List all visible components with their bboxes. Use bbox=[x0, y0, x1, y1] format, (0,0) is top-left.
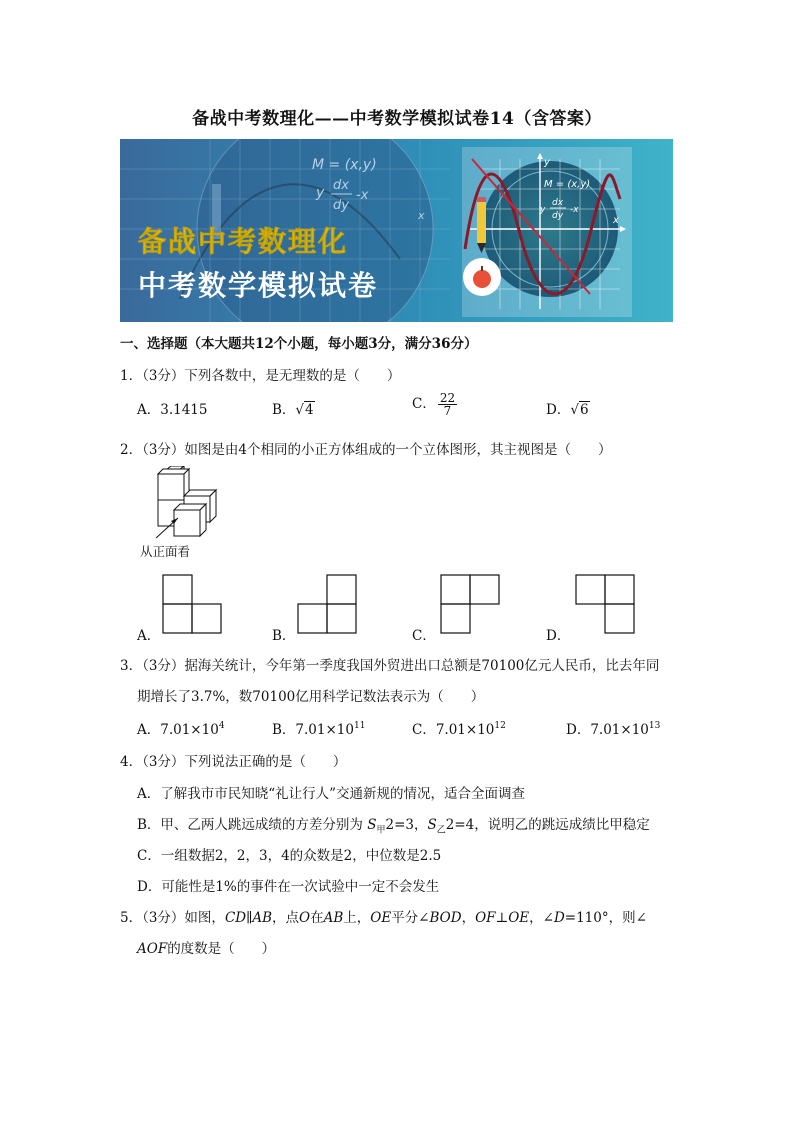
q5-text-g: ，∠ bbox=[529, 910, 554, 926]
q5-ray-oe: OE bbox=[370, 910, 392, 926]
q5-angle-aof: AOF bbox=[137, 941, 168, 957]
q5-stem-line1 bbox=[120, 906, 647, 926]
q3-option-c bbox=[412, 718, 506, 738]
banner-title-line1: 备战中考数理化 bbox=[138, 225, 349, 258]
q1-option-b-radicand: 4 bbox=[305, 402, 314, 418]
q5-stem-line2 bbox=[137, 937, 275, 957]
q1-option-c-numerator: 22 bbox=[439, 391, 456, 405]
q3-option-d-exponent: 13 bbox=[648, 721, 661, 731]
q5-of-perp-oe: OF⊥OE bbox=[475, 910, 530, 926]
q2-option-b-figure bbox=[297, 574, 357, 636]
q2-option-b-label: B． bbox=[272, 628, 296, 644]
q5-text-f: ， bbox=[461, 910, 476, 926]
q3-option-d-base: D．7.01×10 bbox=[566, 722, 649, 738]
q1-option-d bbox=[546, 398, 590, 418]
q4-variance-subscript-2: 乙 bbox=[436, 825, 446, 836]
q5-text-d: 上， bbox=[343, 910, 371, 926]
q1-stem: 1．（3分）下列各数中，是无理数的是（ ） bbox=[120, 368, 401, 384]
q2-option-d-figure bbox=[575, 574, 637, 636]
q1-option-b-label: B． bbox=[272, 402, 296, 418]
sqrt-symbol: √4 bbox=[295, 402, 314, 418]
q5-text-end: 的度数是（ ） bbox=[167, 941, 276, 957]
banner-formula-dx: dx bbox=[552, 198, 564, 208]
q5-point-o: O bbox=[299, 910, 311, 926]
sqrt-symbol: √6 bbox=[570, 402, 589, 418]
banner-formula-m: M = (x,y) bbox=[544, 179, 591, 190]
q2-option-c-label: C． bbox=[412, 628, 436, 644]
q3-option-b-base: B．7.01×10 bbox=[272, 722, 354, 738]
q1-option-d-label: D． bbox=[546, 402, 571, 418]
q5-text-c: 在 bbox=[310, 910, 324, 926]
q5-text-e: 平分∠ bbox=[391, 910, 430, 926]
banner-formula-y-left: y bbox=[316, 185, 325, 201]
fraction bbox=[438, 392, 457, 417]
q3-option-c-base: C．7.01×10 bbox=[412, 722, 495, 738]
banner-formula-dy-left: dy bbox=[333, 198, 349, 213]
q5-angle-bod: BOD bbox=[429, 910, 462, 926]
q4-option-b-prefix: B．甲、乙两人跳远成绩的方差分别为 bbox=[137, 817, 363, 833]
q5-cd-parallel-ab: CD∥AB bbox=[224, 910, 272, 926]
banner-graph-illustration bbox=[462, 147, 632, 317]
banner-formula-dy: dy bbox=[552, 211, 564, 221]
q2-option-d-label: D． bbox=[546, 628, 571, 644]
banner-formula-left: M = (x,y) bbox=[312, 157, 377, 173]
q3-stem-line2: 期增长了3.7%，数70100亿用科学记数法表示为（ ） bbox=[137, 689, 485, 705]
q1-option-c-label: C． bbox=[412, 396, 436, 412]
pencil-icon bbox=[477, 201, 486, 243]
banner-axis-y: y bbox=[544, 157, 550, 168]
q4-option-b-middle: 2=3， bbox=[385, 817, 428, 833]
q3-option-a bbox=[137, 718, 225, 738]
q2-option-c-figure bbox=[440, 574, 502, 636]
q3-option-c-exponent: 12 bbox=[494, 721, 506, 731]
q4-stem: 4．（3分）下列说法正确的是（ ） bbox=[120, 754, 347, 770]
q3-stem-line1: 3．（3分）据海关统计，今年第一季度我国外贸进出口总额是70100亿元人民币，比去年同 bbox=[120, 658, 660, 674]
q1-option-b bbox=[272, 398, 315, 418]
banner-formula-minusx: -x bbox=[570, 205, 579, 215]
q3-option-a-exponent: 4 bbox=[218, 721, 225, 731]
q2-stem: 2．（3分）如图是由4个相同的小正方体组成的一个立体图形，其主视图是（ ） bbox=[120, 442, 612, 458]
q2-cube-figure bbox=[136, 466, 236, 542]
q4-option-c: C．一组数据2，2，3，4的众数是2，中位数是2.5 bbox=[137, 848, 442, 864]
q3-option-b-exponent: 11 bbox=[353, 721, 366, 731]
banner-formula-y: y bbox=[540, 205, 546, 215]
q3-option-b bbox=[272, 718, 365, 738]
q3-option-a-base: A．7.01×10 bbox=[137, 722, 219, 738]
q4-variance-symbol-2: S bbox=[427, 817, 437, 833]
apple-icon bbox=[473, 270, 491, 288]
q1-option-a: A．3.1415 bbox=[137, 402, 208, 418]
banner-formula-dx-left: dx bbox=[333, 178, 349, 193]
banner-axis-x: x bbox=[613, 215, 619, 226]
q1-option-d-radicand: 6 bbox=[579, 402, 589, 418]
q1-option-c bbox=[412, 392, 457, 417]
q2-option-a-label: A． bbox=[137, 628, 161, 644]
q5-text-b: ，点 bbox=[272, 910, 299, 926]
q4-variance-symbol-1: S bbox=[367, 817, 377, 833]
q3-option-d bbox=[566, 718, 660, 738]
page-title: 备战中考数理化——中考数学模拟试卷14（含答案） bbox=[192, 109, 602, 129]
q5-line-ab: AB bbox=[323, 910, 344, 926]
banner-image bbox=[120, 139, 673, 322]
section-heading-choice: 一、选择题（本大题共12个小题，每小题3分，满分36分） bbox=[120, 336, 478, 352]
q4-option-d: D．可能性是1%的事件在一次试验中一定不会发生 bbox=[137, 879, 440, 895]
q2-view-label: 从正面看 bbox=[140, 544, 191, 559]
q5-text-a: 5．（3分）如图， bbox=[120, 910, 225, 926]
banner-title-line2: 中考数学模拟试卷 bbox=[138, 269, 379, 302]
q4-option-a: A．了解我市市民知晓“礼让行人”交通新规的情况，适合全面调查 bbox=[137, 786, 526, 802]
q4-variance-subscript-1: 甲 bbox=[376, 825, 386, 836]
q4-option-b bbox=[137, 813, 650, 836]
banner-formula-minusx-left: -x bbox=[356, 188, 369, 203]
banner-axis-x-left: x bbox=[418, 209, 425, 222]
q4-option-b-suffix: 2=4，说明乙的跳远成绩比甲稳定 bbox=[445, 817, 650, 833]
q2-option-a-figure bbox=[162, 574, 222, 636]
q5-angle-d: D bbox=[553, 910, 565, 926]
q1-option-c-denominator: 7 bbox=[443, 404, 452, 418]
q5-text-h: =110°，则∠ bbox=[564, 910, 647, 926]
banner-graphic bbox=[120, 139, 673, 322]
